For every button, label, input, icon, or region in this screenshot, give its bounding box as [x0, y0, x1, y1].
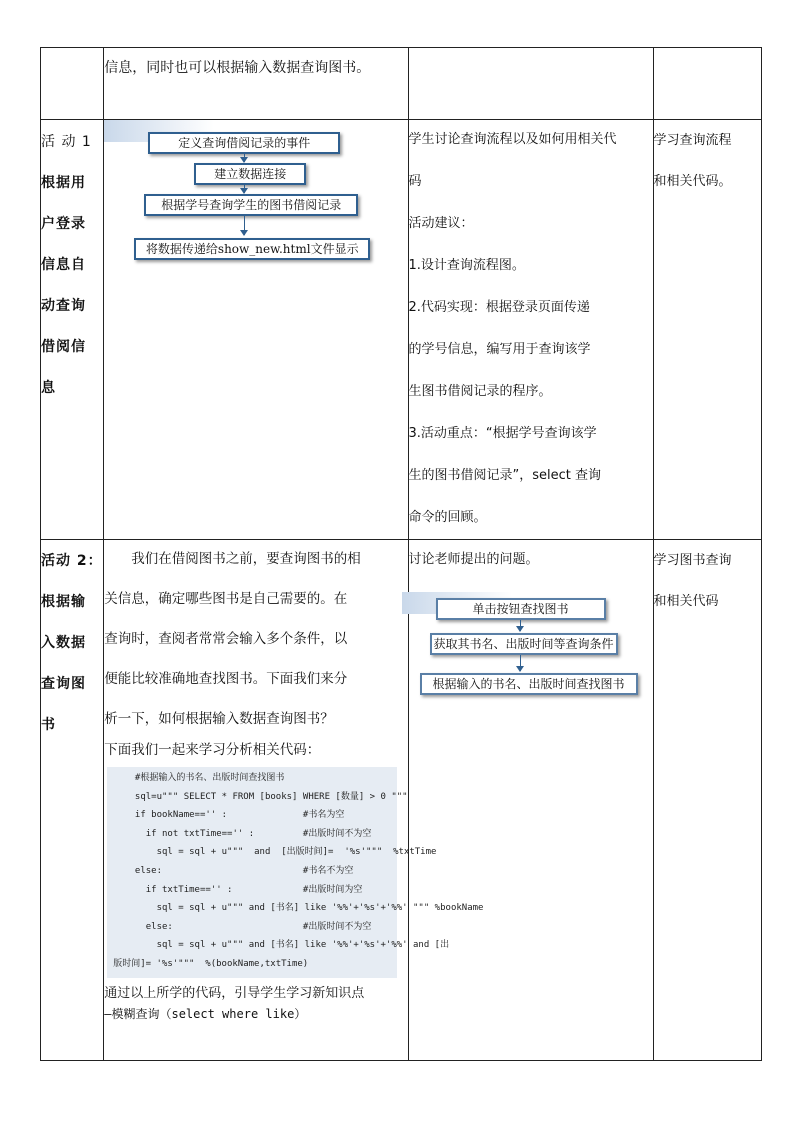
text-line: 学习查询流程	[653, 133, 732, 148]
text-line: 我们在借阅图书之前，要查询图书的相	[104, 551, 361, 567]
code-line: sql = sql + u""" and [出版时间]= '%s'""" %txtTime	[113, 847, 437, 858]
code-line: else: #书名不为空	[113, 865, 354, 876]
text-line: 和相关代码。	[653, 174, 732, 189]
activity1-label-line: 动查询	[41, 298, 86, 314]
text-line: 码	[408, 174, 422, 189]
text-line: 的学号信息，编写用于查询该学	[408, 342, 591, 357]
code-line: sql = sql + u""" and [书名] like '%%'+'%s'+'%%' """ %bookName	[113, 903, 484, 914]
code-line: #根据输入的书名、出版时间查找图书	[113, 773, 285, 783]
text-line: 生的图书借阅记录”，select 查询	[408, 468, 602, 483]
code-intro-text: 下面我们一起来学习分析相关代码：	[104, 742, 321, 758]
activity1-label-line: 借阅信	[41, 339, 86, 355]
table-row	[41, 540, 762, 1061]
code-line: if bookName=='' : #书名为空	[113, 810, 345, 821]
code-line: sql=u""" SELECT * FROM [books] WHERE [数量] > 0 """	[113, 791, 408, 802]
flowchart-step: 根据输入的书名、出版时间查找图书	[420, 673, 638, 695]
activity1-label-line: 活 动 1	[41, 134, 92, 150]
activity2-student-cell	[408, 540, 653, 1061]
text-line: 活动建议：	[408, 216, 474, 231]
flowchart-step: 单击按钮查找图书	[436, 598, 606, 620]
text-line: 关信息，确定哪些图书是自己需要的。在	[104, 591, 348, 607]
activity2-goal-cell	[653, 540, 761, 1061]
table-row	[41, 120, 762, 540]
text-line: —模糊查询（select where like）	[104, 1006, 307, 1021]
activity2-label	[41, 540, 104, 1061]
activity1-label-line: 信息自	[41, 257, 86, 273]
code-outro-text	[104, 984, 407, 1024]
row0-goal-cell	[653, 48, 761, 120]
activity2-flowchart	[402, 580, 653, 730]
text-line: 生图书借阅记录的程序。	[408, 384, 552, 399]
text-line: 2.代码实现：根据登录页面传递	[408, 300, 590, 315]
flowchart-step: 根据学号查询学生的图书借阅记录	[144, 194, 358, 216]
code-snippet	[107, 767, 484, 978]
row0-content-cell	[104, 48, 408, 120]
text-line: 便能比较准确地查找图书。下面我们来分	[104, 671, 348, 687]
activity1-label-line: 户登录	[41, 216, 86, 232]
text-line: 3.活动重点：“根据学号查询该学	[408, 426, 597, 441]
text-line: 查询时，查阅者常常会输入多个条件，以	[104, 631, 348, 647]
code-line: 版时间]= '%s'""" %(bookName,txtTime)	[113, 958, 309, 969]
text-line: 学习图书查询	[653, 553, 732, 568]
flowchart-step: 定义查询借阅记录的事件	[148, 132, 340, 154]
text-line: 通过以上所学的代码，引导学生学习新知识点	[104, 985, 365, 1001]
lesson-plan-table	[40, 47, 762, 1061]
activity2-student-text: 讨论老师提出的问题。	[408, 552, 539, 567]
code-line: sql = sql + u""" and [书名] like '%%'+'%s'+'%%' and [出	[113, 940, 450, 951]
activity1-student-text	[409, 119, 653, 539]
code-line: if not txtTime=='' : #出版时间不为空	[113, 828, 372, 839]
activity2-label-line: 书	[41, 717, 56, 733]
text-line: 1.设计查询流程图。	[408, 258, 525, 273]
activity1-label	[41, 120, 104, 540]
activity2-label-line: 根据输	[41, 594, 86, 610]
activity2-label-line: 查询图	[41, 676, 86, 692]
row0-label-cell	[41, 48, 104, 120]
activity1-flowchart	[104, 120, 407, 300]
activity1-student-cell	[408, 120, 653, 540]
activity2-label-line: 活动 2：	[41, 553, 103, 569]
text-line: 和相关代码	[653, 594, 719, 609]
text-line: 学生讨论查询流程以及如何用相关代	[408, 132, 617, 147]
table-row	[41, 48, 762, 120]
text-line: 命令的回顾。	[408, 510, 487, 525]
row0-student-cell	[408, 48, 653, 120]
activity2-intro	[104, 539, 407, 739]
activity1-content-cell	[104, 120, 408, 540]
flowchart-arrow	[520, 620, 521, 631]
flowchart-step: 将数据传递给show_new.html文件显示	[134, 238, 370, 260]
activity2-label-line: 入数据	[41, 635, 86, 651]
flowchart-arrow	[244, 184, 245, 193]
flowchart-arrow	[520, 655, 521, 671]
flowchart-arrow	[244, 153, 245, 162]
activity1-label-line: 根据用	[41, 175, 86, 191]
flowchart-step: 获取其书名、出版时间等查询条件	[430, 633, 618, 655]
activity1-label-line: 息	[41, 380, 56, 396]
flowchart-arrow	[244, 215, 245, 235]
activity1-goal-cell	[653, 120, 761, 540]
text-line: 析一下，如何根据输入数据查询图书？	[104, 711, 334, 727]
flowchart-step: 建立数据连接	[194, 163, 306, 185]
code-line: if txtTime=='' : #出版时间为空	[113, 884, 363, 895]
row0-content-text: 信息，同时也可以根据输入数据查询图书。	[104, 60, 371, 76]
code-line: else: #出版时间不为空	[113, 921, 372, 932]
